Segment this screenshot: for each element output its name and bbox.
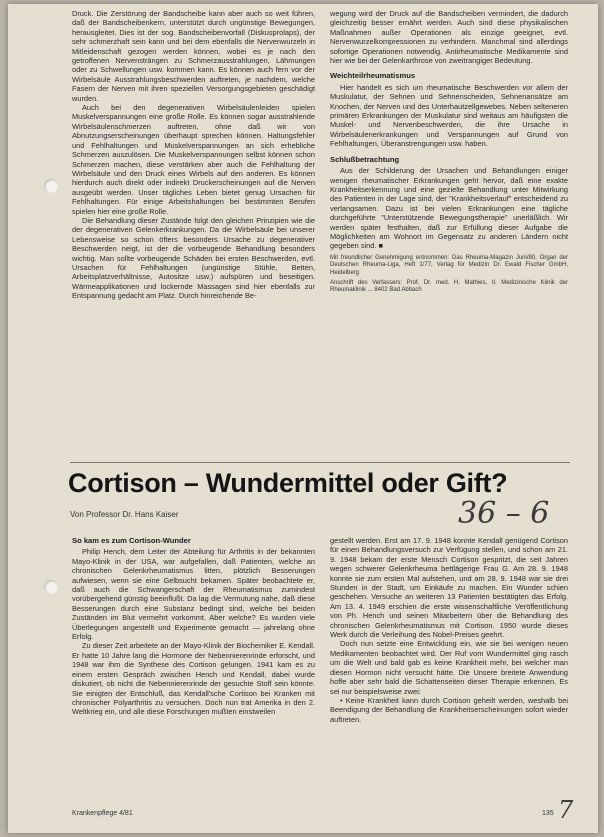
- scanned-page: [8, 4, 598, 833]
- article-right-column: [330, 536, 568, 802]
- paragraph: Philip Hench, dem Leiter der Abteilung für Arthritis in der bekannten Mayo-Klinik in der USA, war aufgefallen, daß Patienten, welche an chronischen Gelenkrheumatismus litten, plötzlich Besserungen aufwiesen, wenn sie eine Gelbsucht bekamen. Später beobachtete er, daß auch die Schwangerschaft der Rheumatismus zumindest vorübergehend günstig beeinflußt. Da lag die Vermutung nahe, daß diese Besserungen durch eine Substanz bedingt sind, welche bei beiden Zuständen im Blut vermehrt vorkommt. Aber welche? Es wurden viele Überlegungen angestellt und Experimente gemacht — jahrelang ohne Erfolg.: [72, 547, 315, 642]
- article-left-column: [72, 536, 315, 802]
- top-left-column: [72, 9, 315, 463]
- handwritten-page-mark: 7: [558, 796, 574, 824]
- paragraph: Druck. Die Zerstörung der Bandscheibe kann aber auch so weit führen, daß der Bandscheibenkern, unterstützt durch ungünstige Bewegungen, herausgleitet. Dies ist der sog. Bandscheibenvorfall (Diskusprolaps), der sehr schmerzhaft sein kann und bei dem ebenfalls die Nervenwurzeln in Mitleidenschaft gezogen werden können, wobei es je nach den getroffenen Nervensträngen zu Schmerzausstrahlungen, Lähmungen oder zu Schwellungen usw. kommen kann. Es können auch fern vor der Wirbelsäule Ausstrahlungsbeschwerden auftreten, je nachdem, welche Fasern der Nerven mit ihren speziellen Versorgungsgebieten geschädigt wurden.: [72, 9, 315, 103]
- top-right-column: [330, 9, 568, 429]
- handwritten-note: 36 – 6: [458, 496, 550, 531]
- footer-journal: Krankenpflege 4/81: [72, 810, 133, 817]
- divider: [70, 462, 570, 463]
- article-title: Cortison – Wundermittel oder Gift?: [68, 468, 508, 498]
- source-note: [330, 255, 568, 295]
- section-heading: So kam es zum Cortison-Wunder: [72, 536, 191, 545]
- paragraph: Auch bei den degenerativen Wirbelsäulenleiden spielen Muskelverspannungen eine große Rolle. Es können sogar ausstrahlende Wirbelsäulenschmerzen auftreten, ohne daß wir von Abnutzungserscheinungen überhaupt sprechen können. Haltungsfehler und Fehlhaltungen und Muskelverspannungen an sich erhebliche Schmerzen auszulösen. Die Muskelverspannungen selbst können schon Schmerzen machen, diese verstärken aber auch die Fehlhaltung der Wirbelsäule und den Druck eines Wirbels auf den anderen. Es können hierdurch auch direkt oder indirekt Druckerscheinungen auf die Nerven ausgeübt werden. Unser tägliches Leben bietet genug Ursachen für Fehlhaltungen. Für einige Arbeitshaltungen bei bestimmten Berufen spielen hier eine große Rolle.: [72, 103, 315, 216]
- page-number: 135: [542, 810, 554, 817]
- paragraph: Die Behandlung dieser Zustände folgt den gleichen Prinzipien wie die der degenerativen Gelenkerkrankungen. Da die Wirbelsäule bei unserer Lebensweise so schon öfters besonders Ursache zu degenerativer Beschwerden neigt, ist der die vorbeugende Behandlung besonders wichtig. Man sollte vorbeugende Schäden bei ersten Beschwerden, evtl. Ursachen für Fehlhaltungen (ungünstige Stühle, Betten, Arbeitsplatzverhältnisse, Autositze usw.) aufspüren und beseitigen. Wärmeapplikationen und lockernde Massagen sind hier ebenfalls zur Entspannung gedacht am Platz. Durch hinreichende Be-: [72, 215, 315, 301]
- paragraph: Hier handelt es sich um rheumatische Beschwerden vor allem der Muskulatur, der Sehnen und Sehnenscheiden, Sehnenansätze am Knochen, der Nerven und des Unterhautzellgewebes. Neben selteneren primären Erkrankungen der Muskulatur sind weitaus am häufigsten die Muskel- und Nervenbeschwerden, die ihre Ursache in Wirbelsäulenerkrankungen und Verspannungen auf Grund von Fehlhaltungen, Überanstrengungen usw. haben.: [330, 82, 568, 149]
- paragraph: wegung wird der Druck auf die Bandscheiben vermindert, die dadurch gleichzeitig besser ernährt werden. Auch sind diese physikalischen Maßnahmen außer Operationen als einzige geeignet, evtl. Nervenwurzelkompressionen zu verhindern. Manchmal sind allerdings sofortige Operationen notwendig. Antirheumatische Medikamente sind hier wie bei der Gelenkarthrose von zweitrangiger Bedeutung.: [330, 9, 568, 66]
- paragraph: Aus der Schilderung der Ursachen und Behandlungen einiger wenigen rheumatischer Erkrankungen geht hervor, daß eine exakte Krankheitserkennung und eine gezielte Behandlung unter Mitwirkung des Patienten in der Lage sind, der "Krankheitsverlauf" entscheidend zu verlangsamen. Dazu ist bei vielen Erkrankungen eine tägliche durchgeführte "Unterstützende Bewegungstherapie" unerläßlich. Wir werden später festhalten, daß zur Erfüllung dieser Aufgabe die Möglichkeiten am Wohnort im Gegensatz zu anderen Ländern nicht gegeben sind. ■: [330, 166, 568, 251]
- article-byline: Von Professor Dr. Hans Kaiser: [70, 510, 179, 519]
- section-heading: Weichteilrheumatismus: [330, 71, 416, 81]
- section-heading: Schlußbetrachtung: [330, 154, 400, 164]
- punch-hole: [44, 580, 58, 594]
- paragraph: gestellt werden. Erst am 17. 9. 1948 konnte Kendall genügend Cortison für einen Behandlungsversuch zur Verfügung stellen, und schon am 21. 9. 1948 bekam der erste Mensch Cortison gespritzt, die seit Jahren wegen schwerer Gelenkrheuma bettlägerige Frau G. Am 28. 9. 1948 konnte sie zum ersten Mal aufstehen, und am 28. 9. 1948 war sie drei Stunden in der Stadt, um Einkäufe zu machen. Ein Wunder schien geschehen. Versuche an weiteren 13 Patienten bestätigten das Erfolg. Am 13. 4. 1949 erschien die erste wissenschaftliche Veröffentlichung von Ph. Hench und seinen Mitarbeitern über die Behandlung des chronischen Gelenkrheumatismus mit Cortison. 1950 wurde dieses Werk durch die Verleihung des Nobel-Preises geehrt.: [330, 536, 568, 640]
- paragraph: Zu dieser Zeit arbeitete an der Mayo-Klinik der Biochemiker E. Kendall. Er hatte 10 Jahre lang die Hormone der Nebennierenrinde erforscht, und 1948 war ihm die Synthese des Cortison gelungen. 1941 kam es zu einem ersten Gespräch zwischen Hench und Kendall, dabei wurde diskutiert, ob nicht die Nebennierenrinde der gesuchte Stoff sein könnte. Sie einigten der Entschluß, das Kendall'sche Cortison bei Kranken mit chronischer Polyarthritis zu versuchen. Doch nun trat Amerika in den 2. Weltkrieg ein, und alle diese Forschungen mußten einstweilen: [72, 641, 315, 717]
- author-address: Anschrift des Verfassers: Prof. Dr. med. H. Mathies, II. Medizinische Klinik der Rheumaklinik ... 8402 Bad Abbach: [330, 279, 568, 294]
- punch-hole: [44, 179, 58, 193]
- paragraph: Doch nun setzte eine Entwicklung ein, wie sie bei wenigen neuen Medikamenten beobachtet wird. Der Ruf vom Wundermittel ging rasch um die Welt und bald gab es keine Krankheit mehr, bei welcher man diesen Hormon nicht versucht hätte. Die Unsere breitete Anwendung hoffe aber sehr bald die Schattenseiten dieser Therapie erkennen. Es sei nur beispielsweise zwei:: [330, 639, 568, 696]
- source-text: Mit freundlicher Genehmigung entnommen: Das Rheuma-Magazin Juni/80, Organ der Deutschen Rheuma-Liga, Heft 1/77, Verlag für Medizin Dr. Ewald Fischer GmbH, Heidelberg: [330, 254, 568, 276]
- paragraph: • Keine Krankheit kann durch Cortison geheilt werden, weshalb bei Beendigung der Behandlung die Krankheitserscheinungen sofort wieder auftreten.: [330, 695, 568, 724]
